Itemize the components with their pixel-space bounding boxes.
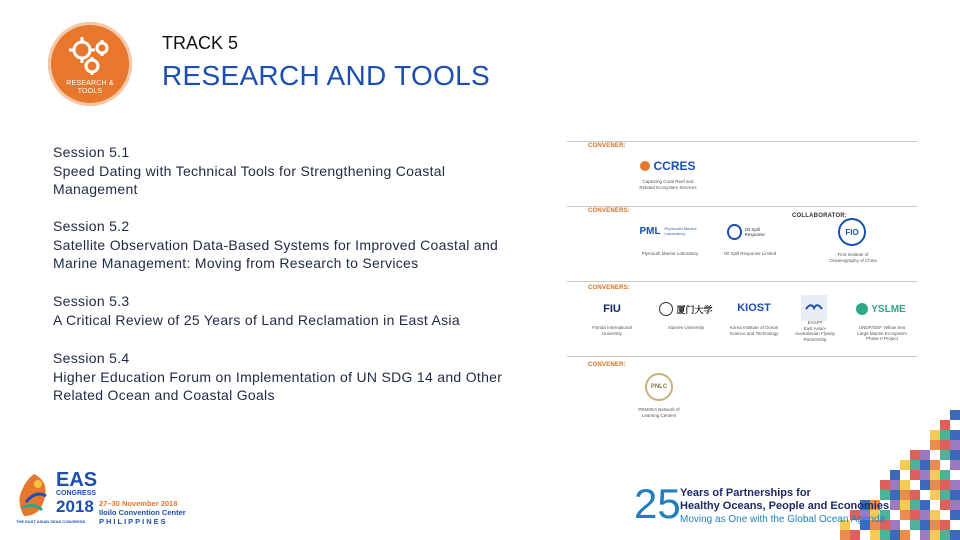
- caption-line: University: [602, 330, 622, 336]
- checker-square: [900, 480, 910, 490]
- checker-square: [920, 520, 930, 530]
- eas-year: 2018: [56, 497, 94, 516]
- pnlc-logo-text: PNLC: [650, 384, 668, 390]
- track-label: TRACK 5: [162, 33, 239, 53]
- checker-square: [900, 530, 910, 540]
- checker-square: [920, 510, 930, 520]
- caption-line: Australasian Flyway Partnership: [794, 331, 835, 342]
- panel-divider: [567, 141, 917, 142]
- checker-square: [900, 460, 910, 470]
- checker-square: [910, 520, 920, 530]
- session-description-line: Marine Management: Moving from Research to Services: [53, 255, 419, 271]
- caption-line: East Asian-: [803, 325, 827, 331]
- fio-logo: [838, 218, 866, 246]
- checker-square: [850, 530, 860, 540]
- checker-square: [950, 460, 960, 470]
- eas-venue: Iloilo Convention Center: [99, 508, 186, 517]
- ccres-logo: [633, 157, 703, 175]
- caption-line: UNDP/GEF Yellow Sea: [858, 325, 906, 330]
- xiamen-university-logo: [658, 299, 714, 319]
- checker-square: [950, 440, 960, 450]
- session-5-3: [53, 292, 563, 329]
- checker-square: [950, 410, 960, 420]
- eas-dates: 27–30 November 2018: [99, 499, 178, 508]
- caption-line: Related Ecosystem Services: [639, 184, 697, 190]
- checker-square: [910, 510, 920, 520]
- session-5-2: [53, 217, 563, 273]
- conveners-label: CONVENERS:: [588, 285, 631, 291]
- convener-label: CONVENER:: [588, 143, 626, 149]
- caption-line: Large Marine Ecosystem Phase II Project: [857, 330, 907, 341]
- panel-divider: [567, 356, 917, 357]
- checker-square: [930, 490, 940, 500]
- checker-square: [930, 480, 940, 490]
- fiu-logo-text: FIU: [603, 303, 621, 315]
- checker-square: [910, 460, 920, 470]
- caption-line: Learning Centers: [641, 412, 677, 418]
- checker-square: [920, 460, 930, 470]
- anniversary-banner: [634, 480, 894, 530]
- checker-square: [940, 430, 950, 440]
- xiamen-caption: [658, 325, 714, 331]
- checker-square: [950, 490, 960, 500]
- pml-logo: [634, 222, 704, 240]
- session-title: Session 5.2: [53, 218, 130, 234]
- checker-square: [890, 470, 900, 480]
- caption-line: PEMSEA Network of: [638, 407, 680, 412]
- convener-label: CONVENER:: [588, 362, 626, 368]
- checker-square: [930, 460, 940, 470]
- oil-spill-caption: Oil Spill Response Limited: [723, 251, 777, 256]
- checker-square: [940, 470, 950, 480]
- checker-square: [920, 500, 930, 510]
- fiu-caption: [587, 325, 637, 336]
- conveners-label: CONVENERS:: [588, 208, 631, 214]
- checker-square: [940, 490, 950, 500]
- checker-square: [950, 530, 960, 540]
- xiamen-logo-text: 厦门大学: [676, 305, 713, 316]
- checker-square: [900, 490, 910, 500]
- checker-square: [950, 500, 960, 510]
- checker-square: [930, 470, 940, 480]
- session-description-line: Management: [53, 181, 138, 197]
- eaafp-logo: [801, 295, 827, 321]
- checker-square: [900, 510, 910, 520]
- eaafp-caption: [787, 320, 843, 342]
- session-description-line: Satellite Observation Data-Based Systems for Improved Coastal and: [53, 236, 499, 253]
- checker-square: [910, 450, 920, 460]
- badge-text-line2: TOOLS: [77, 88, 103, 95]
- eas-emblem-icon: [14, 472, 54, 520]
- checker-square: [890, 530, 900, 540]
- anniversary-line2: Healthy Oceans, People and Economies: [680, 500, 890, 512]
- checker-square: [940, 530, 950, 540]
- caption-line: Capturing Coral Reef and: [642, 179, 694, 184]
- badge-text-line1: RESEARCH &: [66, 80, 114, 87]
- checker-square: [920, 480, 930, 490]
- caption-line: Florida International: [592, 325, 632, 330]
- anniversary-line3: Moving as One with the Global Ocean Agenda: [680, 514, 886, 525]
- checker-square: [940, 520, 950, 530]
- page-title: RESEARCH AND TOOLS: [162, 60, 491, 91]
- checker-square: [950, 510, 960, 520]
- checker-square: [940, 450, 950, 460]
- checker-square: [840, 530, 850, 540]
- ccres-logo-text: CCRES: [653, 159, 696, 173]
- bird-icon: [805, 301, 823, 315]
- track-badge-logo: [48, 22, 132, 106]
- anniversary-line1: Years of Partnerships for: [680, 487, 811, 499]
- fiu-logo: [590, 300, 634, 318]
- checker-square: [910, 470, 920, 480]
- caption-line: EAAFP: [807, 320, 823, 325]
- kiost-logo-text: KIOST: [737, 302, 771, 314]
- caption-line: First Institute of: [837, 252, 869, 257]
- eas-wordmark: EAS: [56, 469, 98, 491]
- checker-square: [920, 530, 930, 540]
- session-title: Session 5.1: [53, 144, 130, 160]
- kiost-logo: [728, 297, 780, 319]
- collaborator-label: COLLABORATOR:: [792, 213, 848, 219]
- session-title: Session 5.3: [53, 293, 130, 309]
- oil-spill-response-logo: [727, 222, 777, 242]
- checker-square: [940, 500, 950, 510]
- eas-congress-label: CONGRESS: [56, 490, 97, 497]
- pml-caption: Plymouth Marine Laboratory: [641, 251, 699, 256]
- caption-line: Xiamen University: [667, 325, 705, 330]
- yslme-logo: [853, 299, 909, 319]
- anniversary-number: 25: [634, 480, 681, 527]
- caption-line: Korea Institute of Ocean: [729, 325, 779, 330]
- session-5-4: [53, 349, 563, 405]
- caption-line: Oceanography of China: [829, 257, 877, 263]
- yslme-logo-text: YSLME: [871, 303, 906, 315]
- checker-square: [930, 440, 940, 450]
- session-title: Session 5.4: [53, 350, 130, 366]
- fio-caption: [823, 252, 883, 263]
- eas-tagline: THE EAST ASIAN SEAS CONGRESS: [16, 519, 86, 524]
- checker-square: [870, 530, 880, 540]
- checker-square: [940, 420, 950, 430]
- caption-line: Science and Technology: [729, 330, 779, 336]
- checker-square: [930, 510, 940, 520]
- checker-square: [880, 530, 890, 540]
- ccres-caption: [623, 179, 713, 190]
- eas-country: PHILIPPINES: [99, 517, 168, 526]
- checker-square: [950, 450, 960, 460]
- checker-square: [920, 450, 930, 460]
- checker-square: [940, 440, 950, 450]
- pnlc-caption: [629, 407, 689, 418]
- checker-square: [930, 430, 940, 440]
- session-description-line: Speed Dating with Technical Tools for Strengthening Coastal: [53, 162, 446, 179]
- session-5-1: [53, 143, 563, 199]
- yslme-caption: [851, 325, 913, 342]
- oil-spill-logo-text: Oil Spill Response: [744, 227, 765, 237]
- checker-square: [930, 530, 940, 540]
- panel-divider: [567, 206, 917, 207]
- checker-square: [910, 490, 920, 500]
- pnlc-logo: [645, 373, 673, 401]
- eas-congress-logo: [14, 470, 219, 532]
- pml-logo-sub: Plymouth Marine Laboratory: [664, 226, 697, 236]
- checker-square: [940, 480, 950, 490]
- pml-logo-text: PML: [639, 225, 661, 237]
- checker-square: [910, 500, 920, 510]
- session-description-line: Higher Education Forum on Implementation of UN SDG 14 and Other: [53, 368, 503, 385]
- fio-logo-text: FIO: [845, 227, 859, 237]
- panel-divider: [567, 281, 917, 282]
- checker-square: [900, 500, 910, 510]
- checker-square: [950, 480, 960, 490]
- checker-square: [930, 520, 940, 530]
- gears-icon: [62, 32, 118, 82]
- session-description-line: Related Ocean and Coastal Goals: [53, 387, 275, 403]
- kiost-caption: [723, 325, 785, 336]
- checker-square: [950, 430, 960, 440]
- session-description-line: A Critical Review of 25 Years of Land Reclamation in East Asia: [53, 311, 460, 328]
- checker-square: [920, 470, 930, 480]
